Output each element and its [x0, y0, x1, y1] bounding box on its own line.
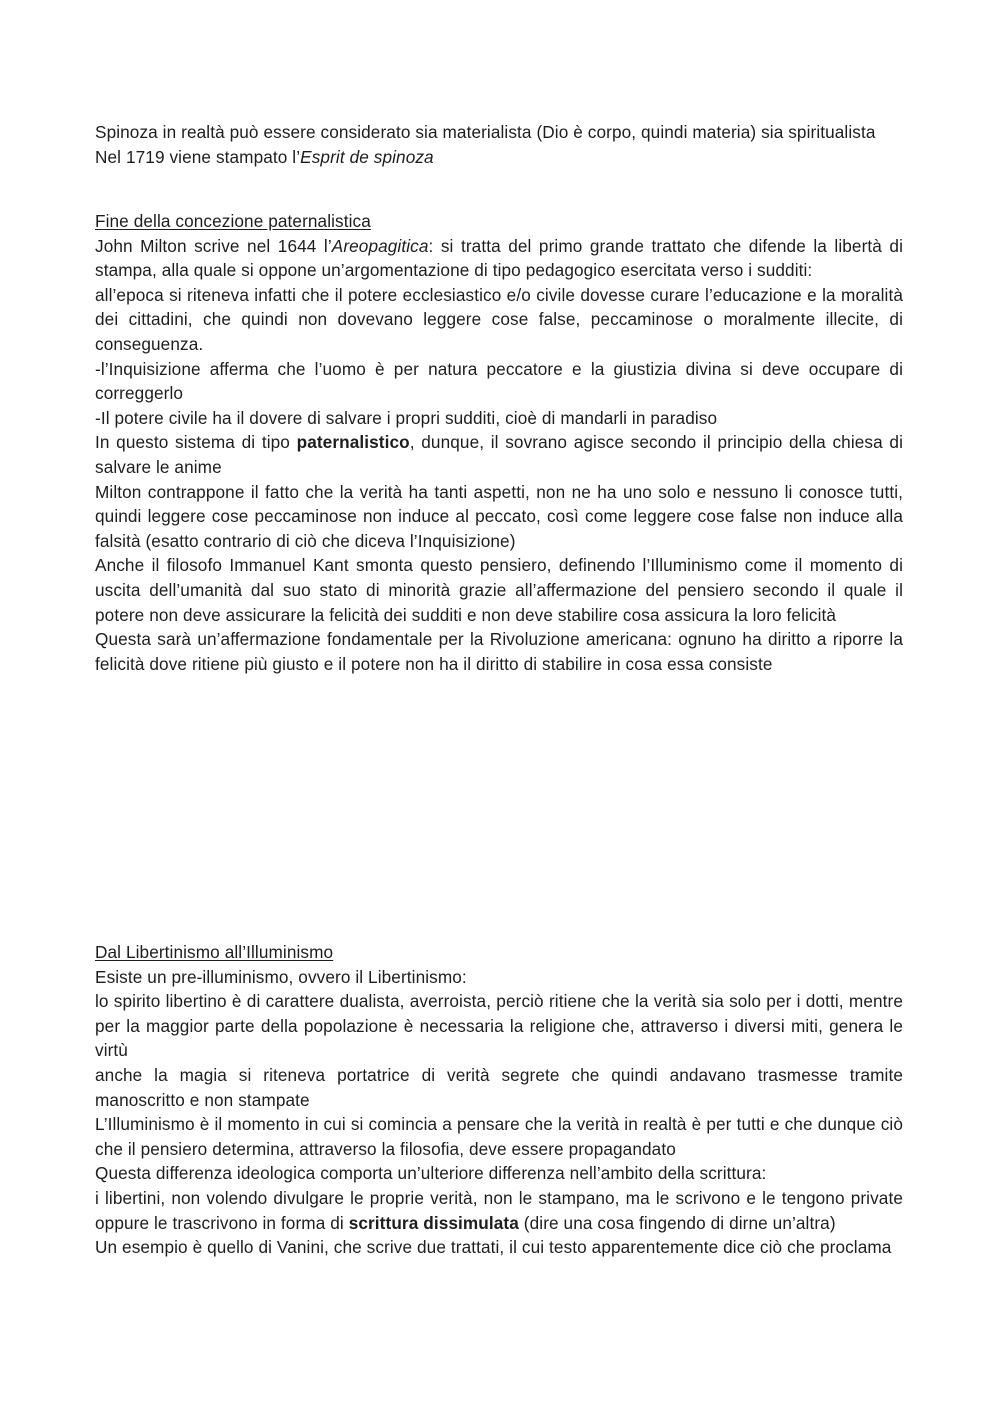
list-item-inquisizione: -l’Inquisizione afferma che l’uomo è per natura peccatore e la giustizia divina si deve occupare di correggerlo — [95, 358, 903, 404]
section-libertinismo — [95, 940, 903, 1260]
intro-section — [95, 120, 903, 169]
paragraph-milton — [95, 234, 903, 283]
book-title-italic: Areopagitica — [331, 235, 429, 256]
bold-term: scrittura dissimulata — [348, 1212, 519, 1233]
paragraph-text: : si tratta del primo grande trattato che difende la libertà di stampa, alla quale si oppone un’argomentazione di tipo pedagogico esercitata verso i sudditi: — [95, 235, 904, 281]
section-heading: Dal Libertinismo all’Illuminismo — [95, 942, 334, 962]
paragraph-sistema — [95, 430, 903, 479]
paragraph-text: John Milton scrive nel 1644 l’ — [95, 235, 332, 256]
paragraph-epoca: all’epoca si riteneva infatti che il potere ecclesiastico e/o civile dovesse curare l’educazione e la moralità dei cittadini, che quindi non dovevano leggere cose false, peccaminose o moralmente illecite, di conseguenza. — [95, 284, 903, 354]
paragraph-text: In questo sistema di tipo — [95, 432, 297, 453]
paragraph-milton-contrappone: Milton contrappone il fatto che la verità ha tanti aspetti, non ne ha uno solo e nessuno li conosce tutti, quindi leggere cose peccaminose non induce al peccato, così come leggere cose false non induce alla falsità (esatto contrario di ciò che diceva l’Inquisizione) — [95, 481, 903, 551]
paragraph-spinoza: Spinoza in realtà può essere considerato sia materialista (Dio è corpo, quindi materia) sia spiritualista — [95, 122, 876, 142]
paragraph-text: (dire una cosa fingendo di dirne un’altra) — [518, 1212, 836, 1233]
paragraph-illuminismo: L’Illuminismo è il momento in cui si comincia a pensare che la verità in realtà è per tutti e che dunque ciò che il pensiero determina, attraverso la filosofia, deve essere propagandato — [95, 1114, 903, 1159]
paragraph-libertini — [95, 1186, 903, 1235]
paragraph-text: i libertini, non volendo divulgare le proprie verità, non le stampano, ma le scrivono e le tengono private oppure le trascrivono in forma di — [95, 1187, 903, 1233]
paragraph-magia: anche la magia si riteneva portatrice di verità segrete che quindi andavano trasmesse tramite manoscritto e non stampate — [95, 1064, 903, 1110]
list-item-potere-civile: -Il potere civile ha il dovere di salvare i propri sudditi, cioè di mandarli in paradiso — [95, 407, 718, 428]
paragraph-rivoluzione: Questa sarà un’affermazione fondamentale per la Rivoluzione americana: ognuno ha diritto a riporre la felicità dove ritiene più giusto e il potere non ha il diritto di stabilire in cosa essa consiste — [95, 629, 903, 674]
paragraph-text: Nel 1719 viene stampato l’ — [95, 146, 301, 167]
paragraph-text: , dunque, il sovrano agisce secondo il principio della chiesa di salvare le anime — [95, 432, 903, 477]
section-paternalism — [95, 209, 903, 676]
section-heading: Fine della concezione paternalistica — [95, 211, 371, 231]
paragraph-pre-illuminismo: Esiste un pre-illuminismo, ovvero il Libertinismo: — [95, 966, 467, 987]
paragraph-vanini: Un esempio è quello di Vanini, che scrive due trattati, il cui testo apparentemente dice ciò che proclama — [95, 1237, 892, 1258]
paragraph-esprit — [95, 145, 903, 170]
paragraph-differenza: Questa differenza ideologica comporta un’ulteriore differenza nell’ambito della scrittura: — [95, 1163, 767, 1184]
paragraph-kant: Anche il filosofo Immanuel Kant smonta questo pensiero, definendo l’Illuminismo come il momento di uscita dell’umanità dal suo stato di minorità grazie all’affermazione del pensiero secondo il quale il potere non deve assicurare la felicità dei sudditi e non deve stabilire cosa assicura la loro felicità — [95, 555, 903, 625]
book-title-italic: Esprit de spinoza — [300, 146, 434, 167]
bold-term: paternalistico — [296, 432, 410, 453]
paragraph-spirito-libertino: lo spirito libertino è di carattere dualista, averroista, perciò ritiene che la verità sia solo per i dotti, mentre per la maggior parte della popolazione è necessaria la religione che, attraverso i diversi miti, genera le virtù — [95, 991, 903, 1061]
